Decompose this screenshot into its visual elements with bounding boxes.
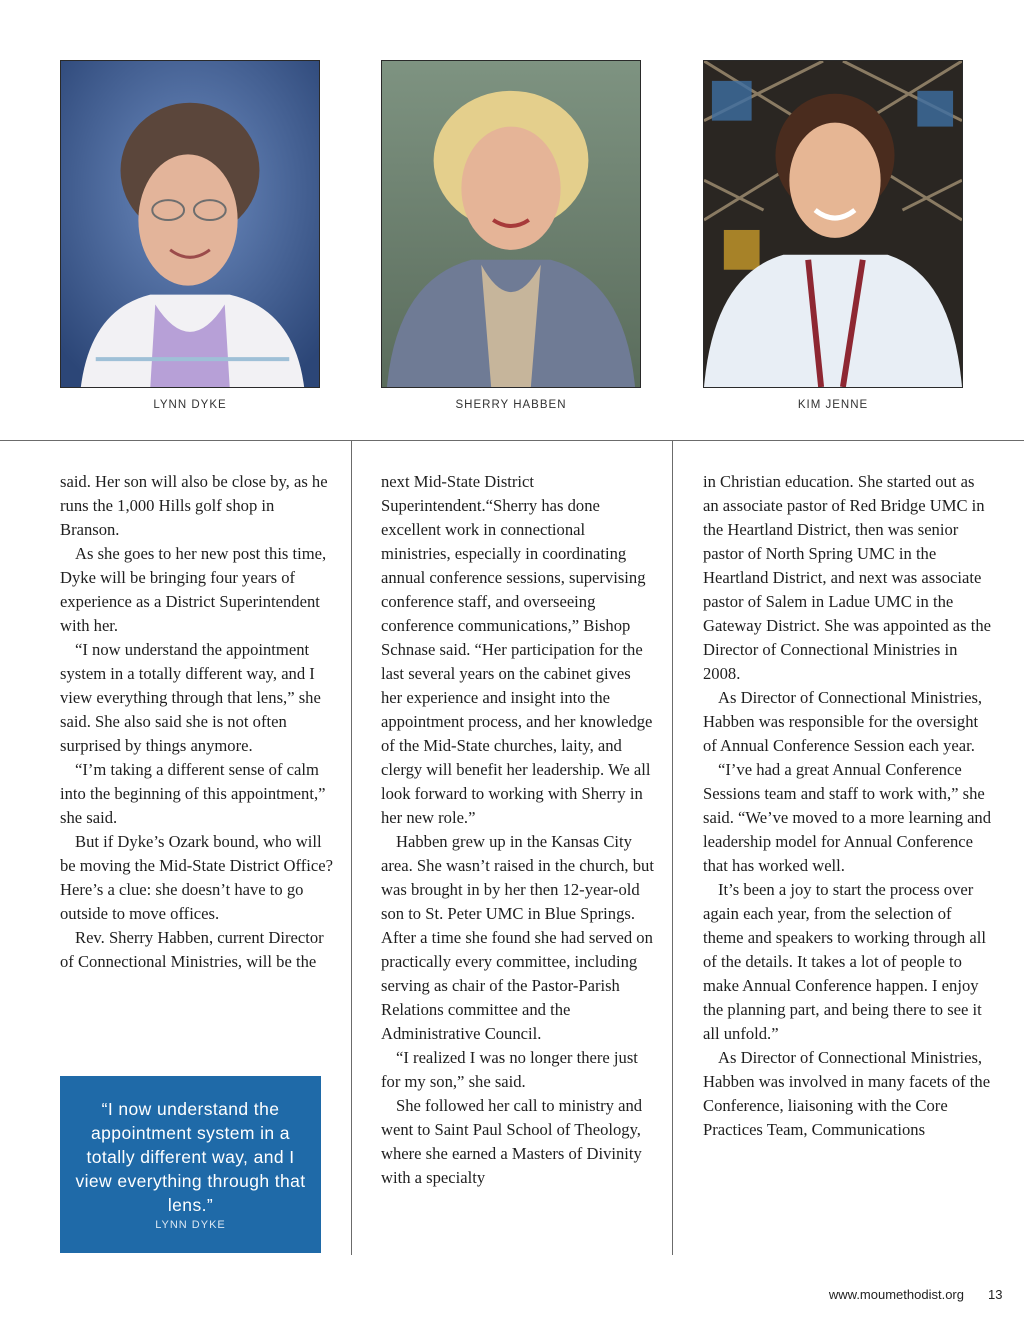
paragraph: in Christian education. She started out as an associate pastor of Red Bridge UMC in the Heartland District, then was senior pastor of North Spring UMC in the Heartland District, and next was associate pastor of Salem in Ladue UMC in the Gateway District. She was appointed as the Director of Connectional Ministries in 2008. [703, 472, 992, 683]
paragraph: But if Dyke’s Ozark bound, who will be moving the Mid-State District Office? Here’s a clue: she doesn’t have to go outside to move offices. [60, 832, 333, 923]
portrait-image [382, 61, 640, 387]
pull-quote-text: “I now understand the appointment system in a totally different way, and I view everything through that lens.” [75, 1099, 306, 1215]
paragraph: next Mid-State District Superintendent.“Sherry has done excellent work in connectional ministries, especially in coordinating annual conference sessions, supervising conference staff, and overseeing conference communications,” Bishop Schnase said. “Her participation for the last several years on the cabinet gives her experience and insight into the appointment process, and her knowledge of the Mid-State churches, laity, and clergy will benefit her leadership. We all look forward to working with Sherry in her new role.” [381, 472, 653, 827]
photo-kim-jenne [703, 60, 963, 388]
paragraph: said. Her son will also be close by, as he runs the 1,000 Hills golf shop in Branson. [60, 472, 328, 539]
text-column-1 [60, 470, 335, 974]
photo-sherry-habben [381, 60, 641, 388]
footer-url[interactable]: www.moumethodist.org [828, 1287, 964, 1302]
paragraph: Habben grew up in the Kansas City area. She wasn’t raised in the church, but was brought in by her then 12-year-old son to St. Peter UMC in Blue Springs. After a time she found she had served on practically every committee, including serving as chair of the Pastor-Parish Relations committee and the Administrative Council. [381, 832, 654, 1043]
page-number: 13 [988, 1287, 1003, 1302]
photo-caption: LYNN DYKE [153, 399, 227, 411]
paragraph: “I realized I was no longer there just for my son,” she said. [381, 1048, 638, 1091]
paragraph: She followed her call to ministry and went to Saint Paul School of Theology, where she earned a Masters of Divinity with a specialty [381, 1096, 643, 1187]
portrait-image [704, 61, 962, 387]
text-column-2 [381, 470, 656, 1190]
paragraph: “I’ve had a great Annual Conference Sessions team and staff to work with,” she said. “We’ve moved to a more learning and leadership model for Annual Conference that has worked well. [703, 760, 992, 875]
horizontal-divider [0, 440, 1024, 441]
photo-lynn-dyke [60, 60, 320, 388]
paragraph: As she goes to her new post this time, Dyke will be bringing four years of experience as a District Superintendent with her. [60, 544, 327, 635]
column-divider [351, 440, 352, 1255]
photo-caption: KIM JENNE [797, 399, 869, 411]
text-column-3 [703, 470, 993, 1142]
paragraph: “I now understand the appointment system in a totally different way, and I view everything through that lens,” she said. She also said she is not often surprised by things anymore. [60, 640, 321, 755]
portrait-image [61, 61, 319, 387]
column-divider [672, 440, 673, 1255]
pull-quote [60, 1076, 321, 1253]
paragraph: As Director of Connectional Ministries, Habben was involved in many facets of the Conference, liaisoning with the Core Practices Team, Communications [703, 1048, 991, 1139]
paragraph: Rev. Sherry Habben, current Director of Connectional Ministries, will be the [60, 928, 324, 971]
paragraph: As Director of Connectional Ministries, Habben was responsible for the oversight of Annual Conference Session each year. [703, 688, 983, 755]
photo-caption: SHERRY HABBEN [455, 399, 567, 411]
paragraph: “I’m taking a different sense of calm into the beginning of this appointment,” she said. [60, 760, 326, 827]
pull-quote-attribution: LYNN DYKE [155, 1219, 226, 1231]
paragraph: It’s been a joy to start the process over again each year, from the selection of theme and speakers to working through all of the details. It takes a lot of people to make Annual Conference happen. I enjoy the planning part, and being there to see it all unfold.” [703, 880, 986, 1043]
